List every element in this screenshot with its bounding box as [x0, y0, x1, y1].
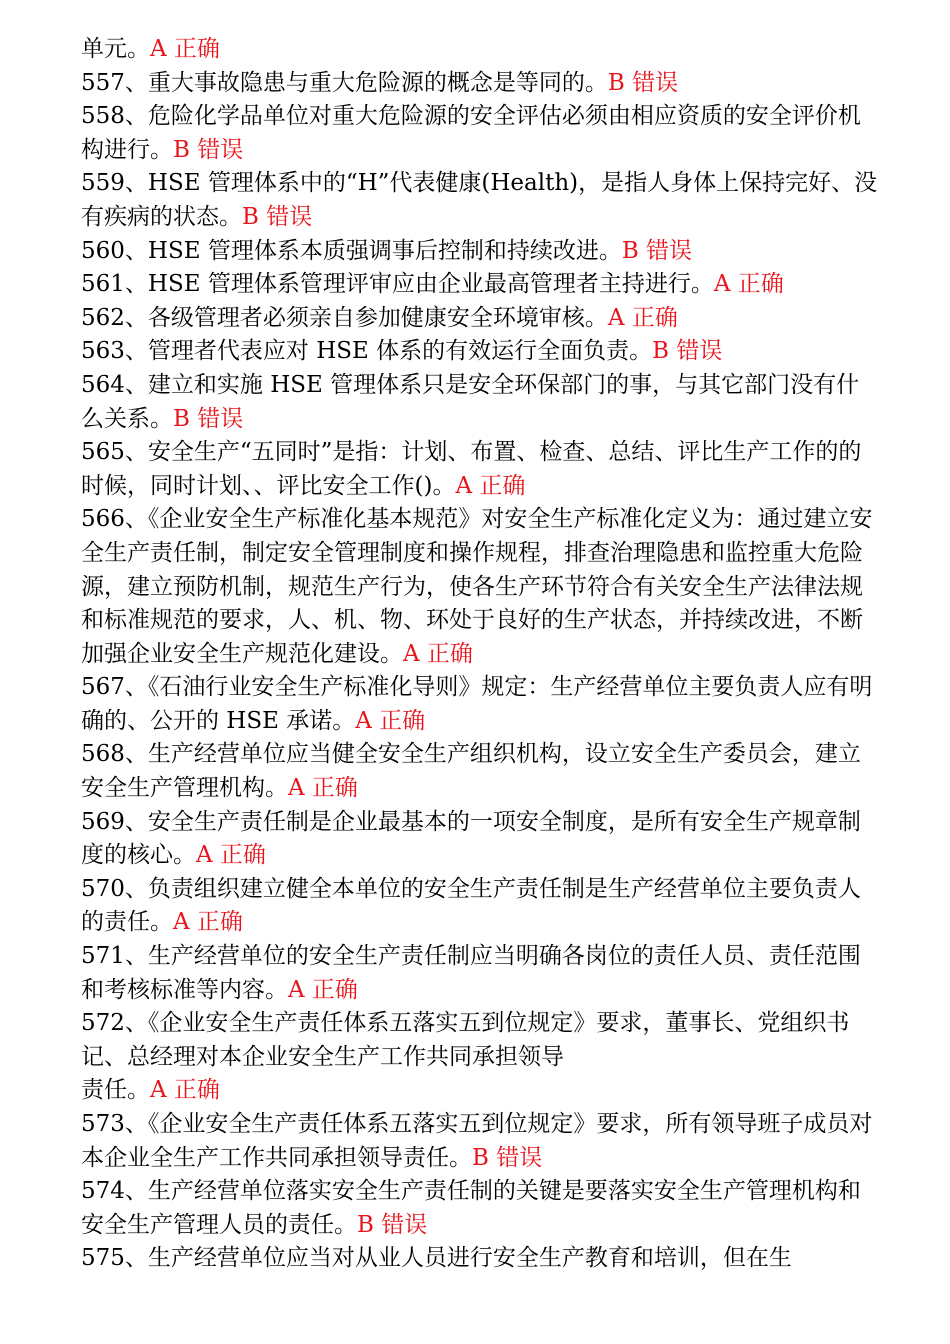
question-text: 569、安全生产责任制是企业最基本的一项安全制度，是所有安全生产规章制度的核心。: [81, 808, 861, 869]
question-item: [81, 335, 881, 369]
question-item: [81, 67, 881, 101]
answer-label: A 正确: [403, 640, 473, 667]
answer-label: A 正确: [455, 472, 526, 499]
question-text: 563、管理者代表应对 HSE 体系的有效运行全面负责。: [81, 338, 653, 365]
question-text: 558、危险化学品单位对重大危险源的安全评估必须由相应资质的安全评价机构进行。: [81, 103, 861, 163]
question-item: [81, 1242, 881, 1276]
answer-label: B 错误: [242, 203, 313, 230]
question-text: 560、HSE 管理体系本质强调事后控制和持续改进。: [81, 237, 622, 264]
question-text: 557、重大事故隐患与重大危险源的概念是等同的。: [81, 69, 608, 96]
question-item: [81, 235, 881, 269]
answer-label: B 错误: [357, 1211, 428, 1238]
question-item: [81, 738, 881, 805]
document-body: [81, 33, 881, 1276]
question-text-continued: 责任。: [81, 1077, 150, 1104]
answer-label: B 错误: [173, 405, 244, 432]
question-item: [81, 806, 881, 873]
answer-label: A 正确: [607, 304, 678, 331]
question-text: 573、《企业安全生产责任体系五落实五到位规定》要求，所有领导班子成员对本企业全生产工作共同承担领导责任。: [81, 1111, 873, 1171]
answer-label: A 正确: [288, 775, 358, 802]
question-item: [81, 33, 881, 67]
question-item: [81, 1007, 881, 1108]
answer-label: B 错误: [621, 237, 693, 264]
question-text: 570、负责组织建立健全本单位的安全生产责任制是生产经营单位主要负责人的责任。: [81, 875, 861, 936]
question-item: [81, 302, 881, 336]
answer-label: B 错误: [173, 136, 244, 163]
answer-label: A 正确: [196, 842, 266, 869]
question-text: 567、《石油行业安全生产标准化导则》规定：生产经营单位主要负责人应有明确的、公开的 HSE 承诺。: [81, 674, 873, 734]
answer-label: B 错误: [472, 1144, 543, 1171]
question-text: 单元。: [81, 36, 150, 62]
question-item: [81, 167, 881, 234]
answer-label: B 错误: [607, 69, 679, 96]
question-item: [81, 940, 881, 1007]
answer-label: A 正确: [713, 271, 784, 298]
answer-label: A 正确: [173, 909, 243, 936]
question-text: 565、安全生产“五同时”是指：计划、布置、检查、总结、评比生产工作的的时候，同时计划、、评比安全工作()。: [81, 439, 862, 499]
question-item: [81, 1108, 881, 1175]
question-item: [81, 671, 881, 738]
answer-label: B 错误: [652, 338, 723, 365]
question-text: 571、生产经营单位的安全生产责任制应当明确各岗位的责任人员、责任范围和考核标准等内容。: [81, 943, 861, 1003]
question-item: [81, 1175, 881, 1242]
question-text: 574、生产经营单位落实安全生产责任制的关键是要落实安全生产管理机构和安全生产管理人员的责任。: [81, 1178, 861, 1238]
answer-label: A 正确: [288, 976, 358, 1003]
answer-label: A 正确: [150, 36, 220, 62]
question-item: [81, 268, 881, 302]
question-item: [81, 369, 881, 436]
question-text: 568、生产经营单位应当健全安全生产组织机构，设立安全生产委员会，建立安全生产管理机构。: [81, 741, 861, 802]
question-item: [81, 873, 881, 940]
question-text: 561、HSE 管理体系管理评审应由企业最高管理者主持进行。: [81, 271, 714, 298]
question-item: [81, 503, 881, 671]
question-text: 559、HSE 管理体系中的“H”代表健康(Health)，是指人身体上保持完好、没有疾病的状态。: [81, 170, 878, 230]
question-item: [81, 436, 881, 503]
question-text: 572、《企业安全生产责任体系五落实五到位规定》要求，董事长、党组织书记、总经理对本企业安全生产工作共同承担领导: [81, 1010, 850, 1070]
answer-label: A 正确: [355, 707, 426, 734]
question-text: 575、生产经营单位应当对从业人员进行安全生产教育和培训，但在生: [81, 1245, 792, 1272]
question-item: [81, 100, 881, 167]
question-text: 562、各级管理者必须亲自参加健康安全环境审核。: [81, 304, 608, 331]
question-text: 564、建立和实施 HSE 管理体系只是安全环保部门的事，与其它部门没有什么关系。: [81, 371, 860, 432]
question-text: 566、《企业安全生产标准化基本规范》对安全生产标准化定义为：通过建立安全生产责任制，制定安全管理制度和操作规程，排查治理隐患和监控重大危险源，建立预防机制，规范生产行为，使各生产环节符合有关安全生产法律法规和标准规范的要求，人、机、物、环处于良好的生产状态，并持续改进，不断加强企业安全生产规范化建设。: [81, 506, 873, 667]
answer-label: A 正确: [150, 1077, 220, 1104]
